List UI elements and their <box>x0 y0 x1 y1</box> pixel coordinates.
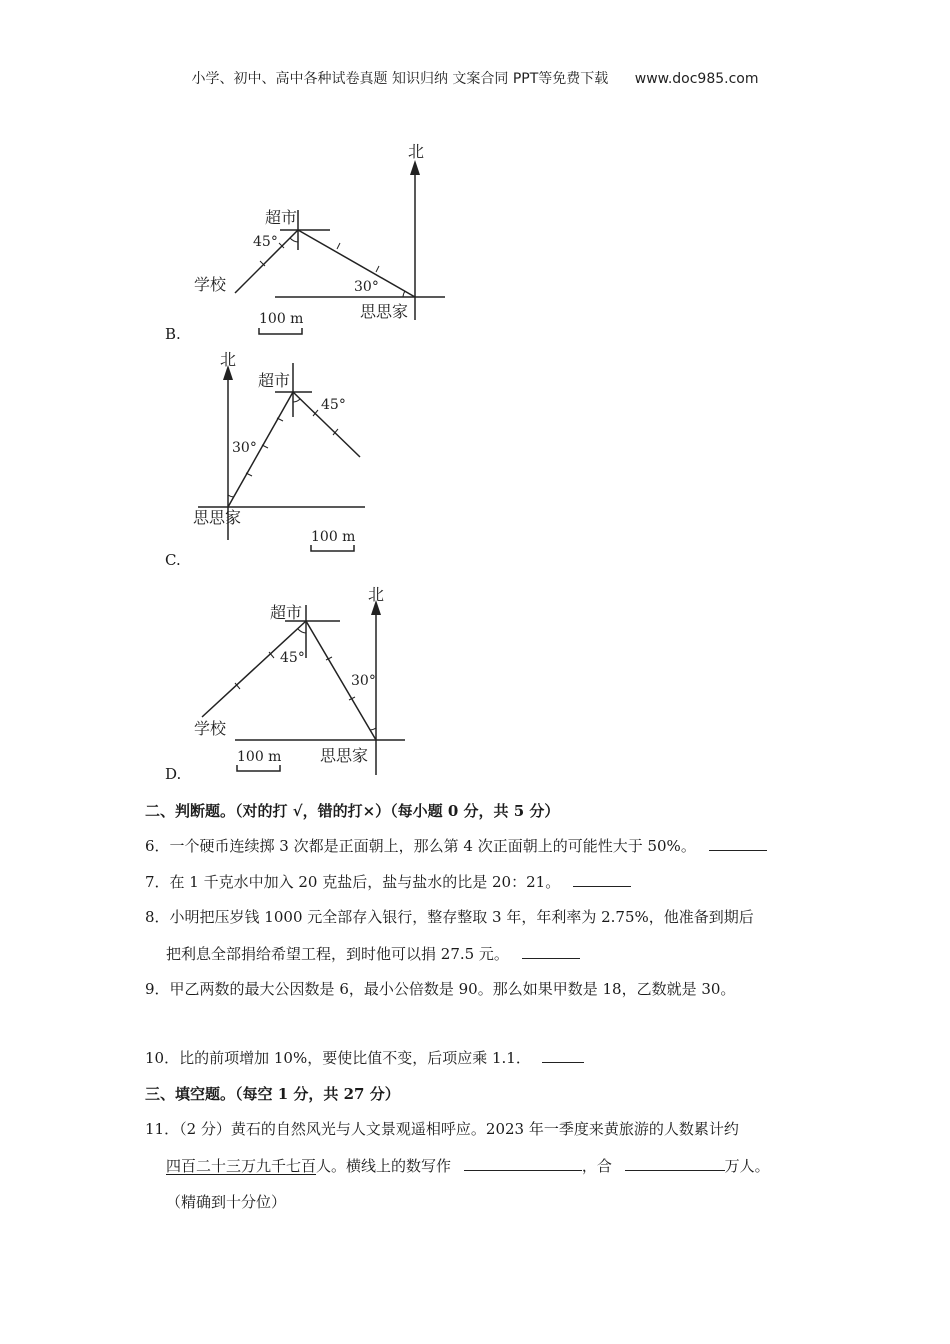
angle-45-label: 45° <box>280 650 305 666</box>
question-7-text: 7．在 1 千克水中加入 20 克盐后，盐与盐水的比是 20：21。 <box>145 873 561 891</box>
header-text: 小学、初中、高中各种试卷真题 知识归纳 文案合同 PPT等免费下载 <box>191 71 609 87</box>
answer-blank-7[interactable] <box>573 872 631 887</box>
angle-arc <box>298 629 306 633</box>
answer-blank-11a[interactable] <box>464 1156 582 1171</box>
question-11-line2 <box>166 1155 770 1176</box>
north-arrow-icon <box>410 160 420 175</box>
question-9: 9．甲乙两数的最大公因数是 6，最小公倍数是 90。那么如果甲数是 18，乙数就是 30。 <box>145 980 736 998</box>
supermarket-label: 超市 <box>265 208 298 227</box>
question-7 <box>145 871 631 892</box>
scale-label: 100 m <box>237 749 282 765</box>
question-10 <box>145 1047 584 1068</box>
angle-30-label: 30° <box>351 673 376 689</box>
scale-label: 100 m <box>311 529 356 545</box>
section3-title: 三、填空题。（每空 1 分，共 27 分） <box>145 1085 400 1103</box>
north-label: 北 <box>408 142 425 161</box>
school-label: 学校 <box>194 275 227 294</box>
question-11-line1: 11．（2 分）黄石的自然风光与人文景观遥相呼应。2023 年一季度来黄旅游的人数累计约 <box>145 1120 739 1138</box>
option-b-label[interactable]: B. <box>165 325 181 343</box>
question-8-text: 把利息全部捐给希望工程，到时他可以捐 27.5 元。 <box>166 945 509 963</box>
option-d-label[interactable]: D. <box>165 765 182 783</box>
answer-blank-8[interactable] <box>522 944 580 959</box>
angle-30-label: 30° <box>354 279 379 295</box>
supermarket-label: 超市 <box>270 603 303 622</box>
angle-arc <box>228 495 234 497</box>
home-label: 思思家 <box>320 746 369 765</box>
school-label: 学校 <box>194 719 227 738</box>
question-11-line3: （精确到十分位） <box>166 1193 287 1211</box>
option-c-figure <box>190 345 390 555</box>
question-11-underlined-number: 四百二十三万九千七百 <box>166 1157 317 1175</box>
header-site: www.doc985.com <box>634 71 759 87</box>
question-11-part4: 万人。 <box>724 1157 770 1175</box>
angle-arc <box>403 291 405 297</box>
answer-blank-10[interactable] <box>542 1048 584 1063</box>
scale-bar <box>259 328 302 334</box>
question-6 <box>145 835 767 856</box>
question-8 <box>166 943 580 964</box>
answer-blank-11b[interactable] <box>625 1156 725 1171</box>
question-6-text: 6．一个硬币连续掷 3 次都是正面朝上，那么第 4 次正面朝上的可能性大于 50%。 <box>145 837 696 855</box>
option-c-label[interactable]: C. <box>165 551 181 569</box>
angle-45-label: 45° <box>321 397 346 413</box>
angle-arc <box>293 399 300 402</box>
scale-bar <box>311 545 354 551</box>
north-label: 北 <box>368 585 385 604</box>
supermarket-label: 超市 <box>258 371 291 390</box>
home-label: 思思家 <box>360 302 409 321</box>
scale-bar <box>237 765 280 771</box>
tick <box>337 243 340 249</box>
question-8-line1: 8．小明把压岁钱 1000 元全部存入银行，整存整取 3 年，年利率为 2.75%，他准备到期后 <box>145 908 754 926</box>
home-label: 思思家 <box>193 508 242 527</box>
tick <box>376 266 379 272</box>
angle-arc <box>290 238 298 242</box>
north-label: 北 <box>220 350 237 369</box>
question-10-text: 10．比的前项增加 10%，要使比值不变，后项应乘 1.1． <box>145 1049 531 1067</box>
angle-arc <box>370 728 376 730</box>
option-d-figure <box>190 580 420 780</box>
path-school-supermarket <box>202 621 306 717</box>
question-11-part3: ，合 <box>581 1157 612 1175</box>
scale-label: 100 m <box>259 311 304 327</box>
answer-blank-6[interactable] <box>709 836 767 851</box>
section2-title: 二、判断题。（对的打 √，错的打×）（每小题 0 分，共 5 分） <box>145 802 560 820</box>
question-11-part2: 人。横线上的数写作 <box>316 1157 452 1175</box>
angle-45-label: 45° <box>253 234 278 250</box>
page-header <box>0 68 950 88</box>
angle-30-label: 30° <box>232 440 257 456</box>
option-b-figure <box>180 135 460 345</box>
